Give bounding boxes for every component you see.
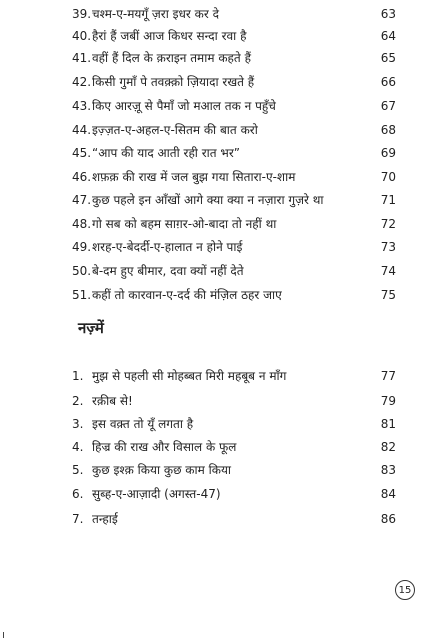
entry-page: 64 — [380, 29, 396, 43]
toc-entry — [72, 437, 396, 457]
entry-page: 71 — [380, 193, 396, 207]
entry-title: बे-दम हुए बीमार, दवा क्यों नहीं देते — [92, 264, 244, 278]
entry-page: 67 — [380, 99, 396, 113]
entry-title: किसी गुमाँ पे तवक़्क़ो ज़ियादा रखते हैं — [92, 75, 255, 89]
entry-number: 6. — [72, 487, 84, 501]
toc-entry — [72, 96, 396, 116]
entry-page: 86 — [380, 512, 396, 526]
toc-entry — [72, 460, 396, 480]
entry-page: 83 — [380, 463, 396, 477]
entry-number: 44. — [72, 123, 92, 137]
toc-entry — [72, 72, 396, 92]
toc-entry — [72, 120, 396, 140]
entry-page: 81 — [380, 417, 396, 431]
entry-number: 42. — [72, 75, 92, 89]
entry-number: 49. — [72, 240, 92, 254]
entry-page: 77 — [380, 369, 396, 383]
toc-entry — [72, 26, 396, 46]
entry-title: इज़्ज़त-ए-अहल-ए-सितम की बात करो — [92, 123, 258, 137]
section-heading-nazmen: नज़्में — [78, 319, 104, 337]
entry-number: 4. — [72, 440, 84, 454]
entry-number: 7. — [72, 512, 84, 526]
toc-entry — [72, 391, 396, 411]
entry-page: 74 — [380, 264, 396, 278]
toc-entry — [72, 366, 396, 386]
entry-title: हैरां हैं जबीं आज किधर सन्दा रवा है — [92, 29, 247, 43]
entry-title: सुब्ह-ए-आज़ादी (अगस्त-47) — [92, 487, 221, 501]
toc-entry — [72, 484, 396, 504]
toc-entry — [72, 4, 396, 24]
entry-number: 5. — [72, 463, 84, 477]
entry-title: इस वक़्त तो यूँ लगता है — [92, 417, 194, 431]
entry-number: 46. — [72, 170, 92, 184]
entry-page: 75 — [380, 288, 396, 302]
entry-title: मुझ से पहली सी मोहब्बत मिरी महबूब न माँग — [92, 369, 287, 383]
toc-entry — [72, 414, 396, 434]
entry-number: 50. — [72, 264, 92, 278]
toc-entry — [72, 509, 396, 529]
entry-title: रक़ीब से! — [92, 394, 133, 408]
page-edge-mark — [3, 632, 4, 638]
entry-title: किए आरज़ू से पैमाँ जो मआल तक न पहुँचे — [92, 99, 276, 113]
entry-title: “आप की याद आती रही रात भर” — [92, 146, 240, 160]
toc-entry — [72, 285, 396, 305]
entry-number: 2. — [72, 394, 84, 408]
entry-number: 1. — [72, 369, 84, 383]
entry-number: 40. — [72, 29, 92, 43]
entry-title: कहीं तो कारवान-ए-दर्द की मंज़िल ठहर जाए — [92, 288, 282, 302]
entry-number: 3. — [72, 417, 84, 431]
entry-title: हिज्र की राख और विसाल के फूल — [92, 440, 237, 454]
toc-entry — [72, 167, 396, 187]
entry-number: 39. — [72, 7, 92, 21]
entry-title: शफ़क़ की राख में जल बुझ गया सितारा-ए-शाम — [92, 170, 296, 184]
entry-number: 51. — [72, 288, 92, 302]
entry-page: 79 — [380, 394, 396, 408]
toc-entry — [72, 48, 396, 68]
entry-page: 63 — [380, 7, 396, 21]
toc-entry — [72, 143, 396, 163]
entry-title: कुछ पहले इन आँखों आगे क्या क्या न नज़ारा गुज़रे था — [92, 193, 324, 207]
entry-number: 41. — [72, 51, 92, 65]
entry-number: 45. — [72, 146, 92, 160]
entry-title: कुछ इश्क़ किया कुछ काम किया — [92, 463, 232, 477]
toc-entry — [72, 214, 396, 234]
entry-title: तन्हाई — [92, 512, 118, 526]
entry-number: 47. — [72, 193, 92, 207]
entry-page: 73 — [380, 240, 396, 254]
entry-title: चश्म-ए-मयगूँ ज़रा इधर कर दे — [92, 7, 219, 21]
entry-number: 43. — [72, 99, 92, 113]
entry-page: 69 — [380, 146, 396, 160]
entry-page: 84 — [380, 487, 396, 501]
toc-entry — [72, 261, 396, 281]
entry-page: 72 — [380, 217, 396, 231]
entry-title: शरह-ए-बेदर्दी-ए-हालात न होने पाई — [92, 240, 243, 254]
entry-page: 66 — [380, 75, 396, 89]
entry-title: वहीं हैं दिल के क़राइन तमाम कहते हैं — [92, 51, 251, 65]
page-number-badge: 15 — [395, 580, 415, 600]
toc-entry — [72, 190, 396, 210]
entry-page: 70 — [380, 170, 396, 184]
entry-number: 48. — [72, 217, 92, 231]
entry-title: गो सब को बहम साग़र-ओ-बादा तो नहीं था — [92, 217, 277, 231]
entry-page: 68 — [380, 123, 396, 137]
entry-page: 82 — [380, 440, 396, 454]
entry-page: 65 — [380, 51, 396, 65]
toc-entry — [72, 237, 396, 257]
